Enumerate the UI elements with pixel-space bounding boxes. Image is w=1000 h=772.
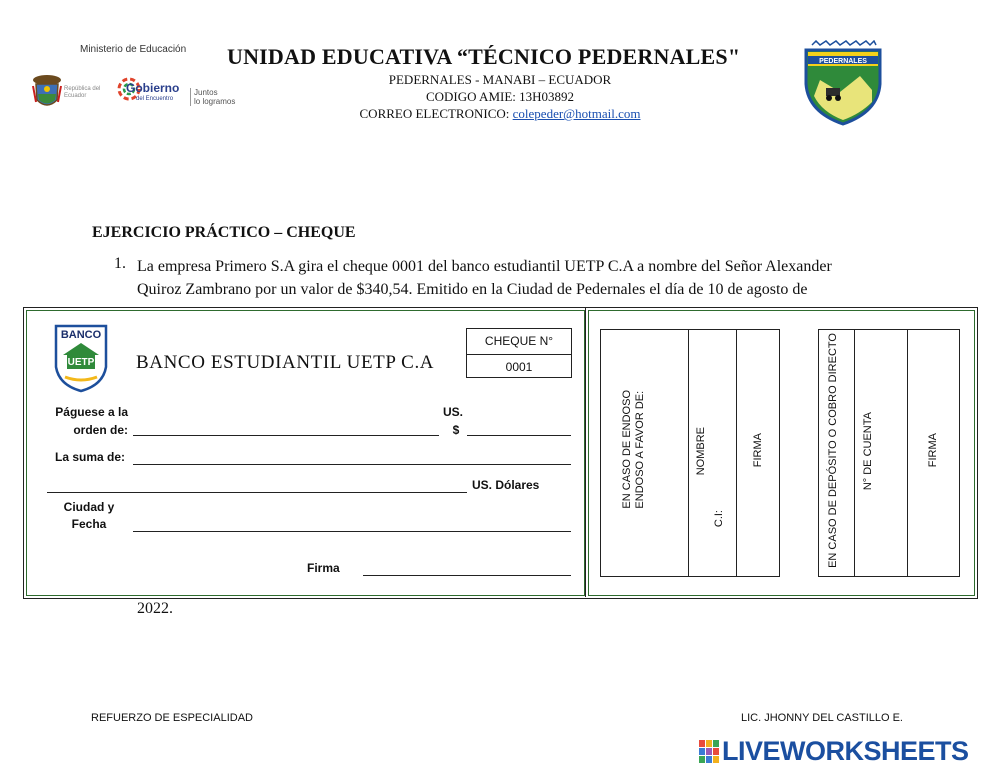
signature-label: Firma <box>307 561 340 575</box>
cheque-box-separator <box>467 354 571 355</box>
exercise-year: 2022. <box>137 600 173 617</box>
footer-left: REFUERZO DE ESPECIALIDAD <box>91 712 253 724</box>
endorsement-line-1: EN CASO DE ENDOSO <box>621 390 633 509</box>
signature-input[interactable] <box>363 575 571 576</box>
bank-logo-icon <box>53 323 109 393</box>
email-link[interactable]: colepeder@hotmail.com <box>512 106 641 121</box>
exercise-line-2: Quiroz Zambrano por un valor de $340,54. Emitido en la Ciudad de Pedernales el día de 10 de agosto de <box>137 281 808 298</box>
amount-numeric-input[interactable] <box>467 435 571 436</box>
amount-words-input-2[interactable] <box>47 492 467 493</box>
liveworksheets-logo-icon <box>699 740 719 764</box>
city-date-label <box>50 499 128 533</box>
payee-label-line-1: Páguese a la <box>55 405 128 419</box>
payee-label-line-2: orden de: <box>73 423 128 437</box>
sum-label: La suma de: <box>55 450 126 464</box>
date-label: Fecha <box>71 517 107 531</box>
gobierno-sub-label: del Encuentro <box>136 96 174 102</box>
endorsement-ci-label: C.I: <box>713 510 725 528</box>
school-amie: CODIGO AMIE: 13H03892 <box>425 89 575 104</box>
exercise-title: EJERCICIO PRÁCTICO – CHEQUE <box>92 224 356 241</box>
payee-input[interactable] <box>133 435 439 436</box>
endorsement-heading <box>621 390 647 509</box>
amount-currency-label <box>443 403 463 439</box>
cheque-number-label: CHEQUE N° <box>484 334 554 348</box>
deposit-separator-1 <box>854 329 855 577</box>
deposit-heading: EN CASO DE DEPÓSITO O COBRO DIRECTO <box>827 333 839 568</box>
exercise-line-1: La empresa Primero S.A gira el cheque 0001 del banco estudiantil UETP C.A a nombre del Señor Alexander <box>137 258 832 275</box>
cheque-number-box <box>466 328 572 378</box>
gobierno-label: Gobierno <box>126 81 180 95</box>
exercise-text <box>137 255 927 301</box>
school-title: UNIDAD EDUCATIVA “TÉCNICO PEDERNALES" <box>227 44 741 69</box>
us-dollars-label: US. Dólares <box>472 478 540 492</box>
city-label: Ciudad y <box>63 500 115 514</box>
city-date-input[interactable] <box>133 531 571 532</box>
email-label: CORREO ELECTRONICO: <box>359 106 513 121</box>
liveworksheets-brand[interactable]: LIVEWORKSHEETS <box>722 736 969 766</box>
amount-words-input-1[interactable] <box>133 464 571 465</box>
footer-right: LIC. JHONNY DEL CASTILLO E. <box>741 712 903 724</box>
school-location: PEDERNALES - MANABI – ECUADOR <box>388 72 612 87</box>
bank-logo-mid-text: UETP <box>67 357 95 368</box>
endorsement-line-2: ENDOSO A FAVOR DE: <box>634 390 646 509</box>
deposit-account-label: N° DE CUENTA <box>862 412 874 491</box>
deposit-separator-2 <box>907 329 908 577</box>
cheque-number-value: 0001 <box>505 360 533 374</box>
bank-name: BANCO ESTUDIANTIL UETP C.A <box>136 352 435 373</box>
crest-text: PEDERNALES <box>819 58 867 65</box>
us-label: US. <box>443 405 464 419</box>
dollar-sign: $ <box>452 423 460 437</box>
ministry-label: Ministerio de Educación <box>80 44 187 55</box>
endorsement-separator-1 <box>688 329 689 577</box>
juntos-line-1: Juntos <box>194 88 218 97</box>
endorsement-signature-label: FIRMA <box>752 433 764 468</box>
payee-label <box>40 403 128 439</box>
exercise-number: 1. <box>114 255 126 272</box>
school-crest-icon <box>800 40 886 126</box>
bank-logo-top-text: BANCO <box>60 329 102 341</box>
deposit-signature-label: FIRMA <box>927 433 939 468</box>
juntos-line-2: lo logramos <box>194 97 236 106</box>
republic-label: República del Ecuador <box>64 86 101 99</box>
cheque-divider <box>585 308 586 597</box>
endorsement-name-label: NOMBRE <box>695 427 707 476</box>
endorsement-separator-2 <box>736 329 737 577</box>
